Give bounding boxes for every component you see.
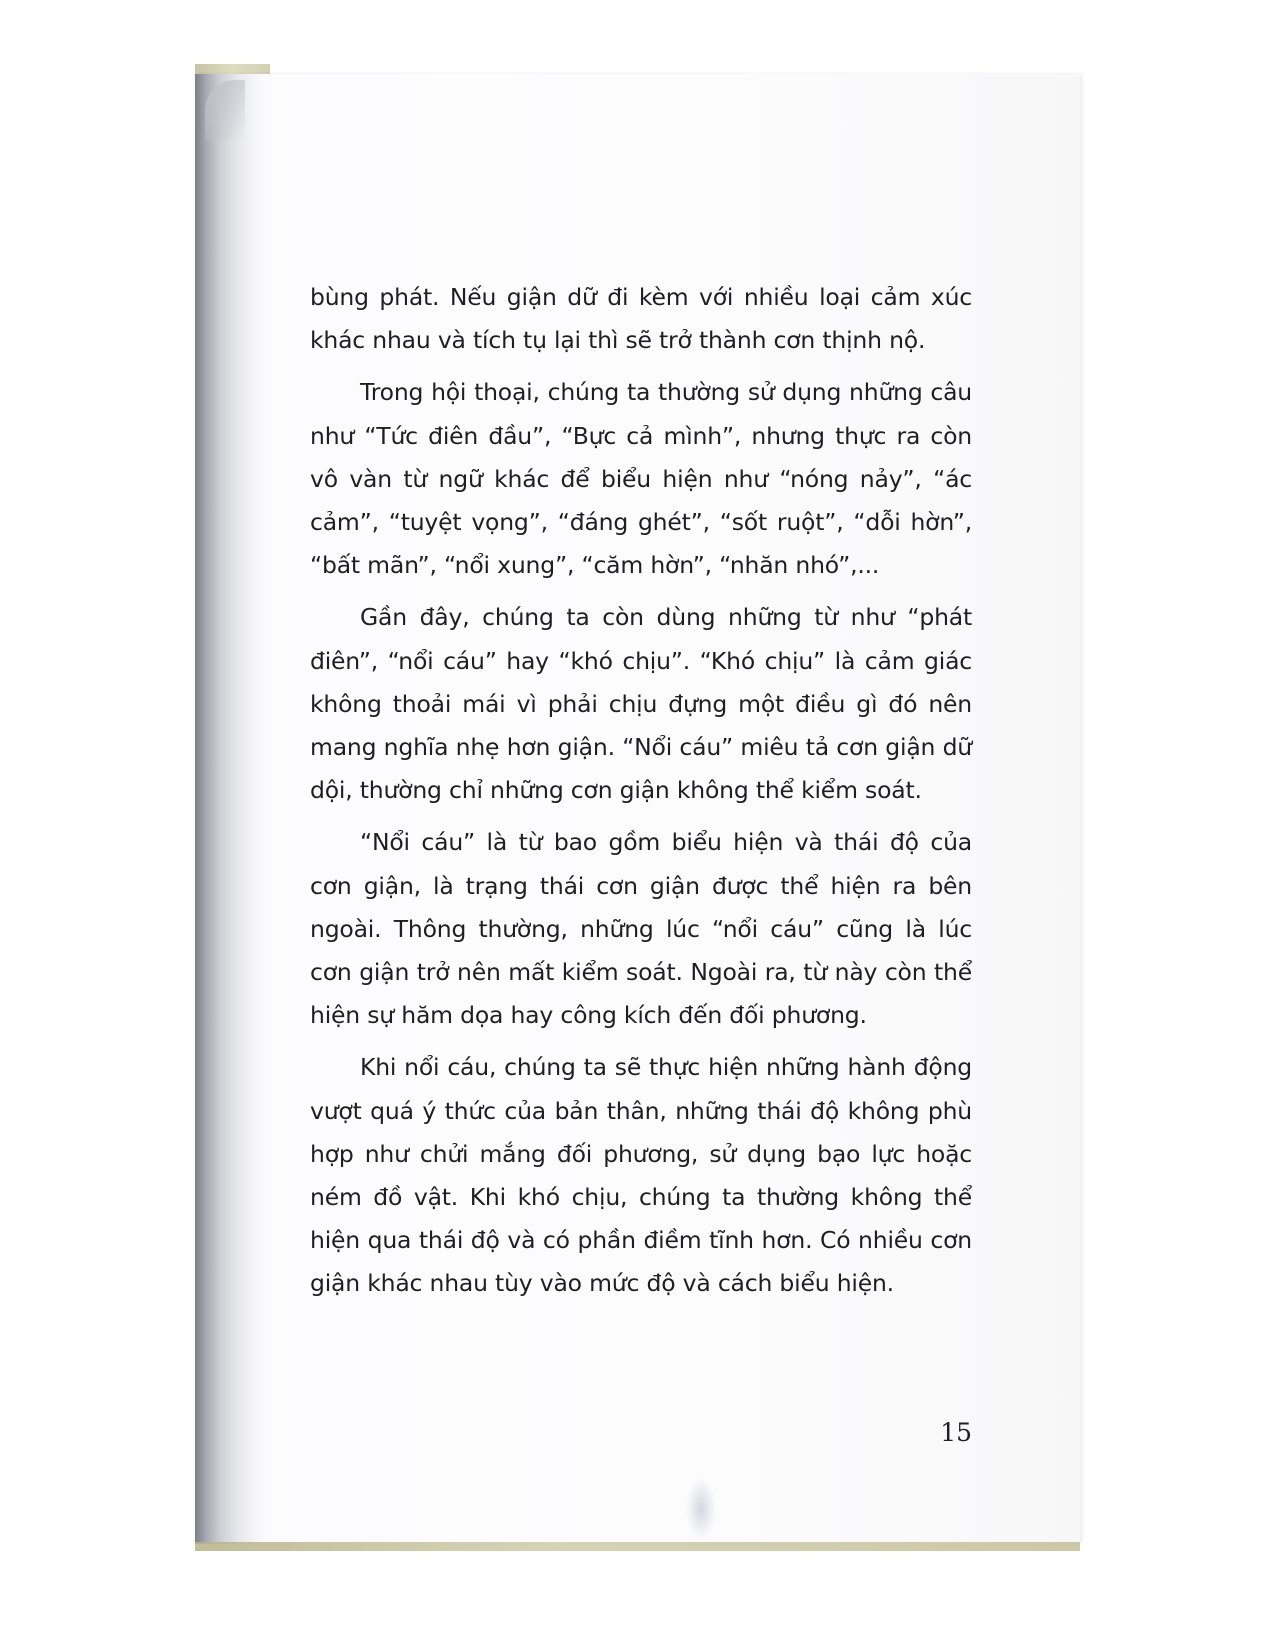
book-edge-bottom: [195, 1542, 1080, 1551]
paragraph: Trong hội thoại, chúng ta thường sử dụng những câu như “Tức điên đầu”, “Bực cả mình”, nhưng thực ra còn vô vàn từ ngữ khác để biểu hiện như “nóng nảy”, “ác cảm”, “tuyệt vọng”, “đáng ghét”, “sốt ruột”, “dỗi hờn”, “bất mãn”, “nổi xung”, “căm hờn”, “nhăn nhó”,...: [310, 378, 972, 580]
paragraph: Gần đây, chúng ta còn dùng những từ như “phát điên”, “nổi cáu” hay “khó chịu”. “Khó chịu” là cảm giác không thoải mái vì phải chịu đựng một điều gì đó nên mang nghĩa nhẹ hơn giận. “Nổi cáu” miêu tả cơn giận dữ dội, thường chỉ những cơn giận không thể kiểm soát.: [310, 603, 972, 805]
bleed-through-smudge: [686, 1478, 716, 1540]
page-body-text: [310, 276, 972, 1315]
paragraph: “Nổi cáu” là từ bao gồm biểu hiện và thái độ của cơn giận, là trạng thái cơn giận được thể hiện ra bên ngoài. Thông thường, những lúc “nổi cáu” cũng là lúc cơn giận trở nên mất kiểm soát. Ngoài ra, từ này còn thể hiện sự hăm dọa hay công kích đến đối phương.: [310, 828, 972, 1030]
page-number: 15: [940, 1418, 972, 1447]
paragraph-continued: bùng phát. Nếu giận dữ đi kèm với nhiều loại cảm xúc khác nhau và tích tụ lại thì sẽ trở thành cơn thịnh nộ.: [310, 283, 972, 355]
paragraph: Khi nổi cáu, chúng ta sẽ thực hiện những hành động vượt quá ý thức của bản thân, những thái độ không phù hợp như chửi mắng đối phương, sử dụng bạo lực hoặc ném đồ vật. Khi khó chịu, chúng ta thường không thể hiện qua thái độ và có phần điềm tĩnh hơn. Có nhiều cơn giận khác nhau tùy vào mức độ và cách biểu hiện.: [310, 1053, 972, 1298]
binding-gutter-shadow: [195, 74, 265, 1544]
